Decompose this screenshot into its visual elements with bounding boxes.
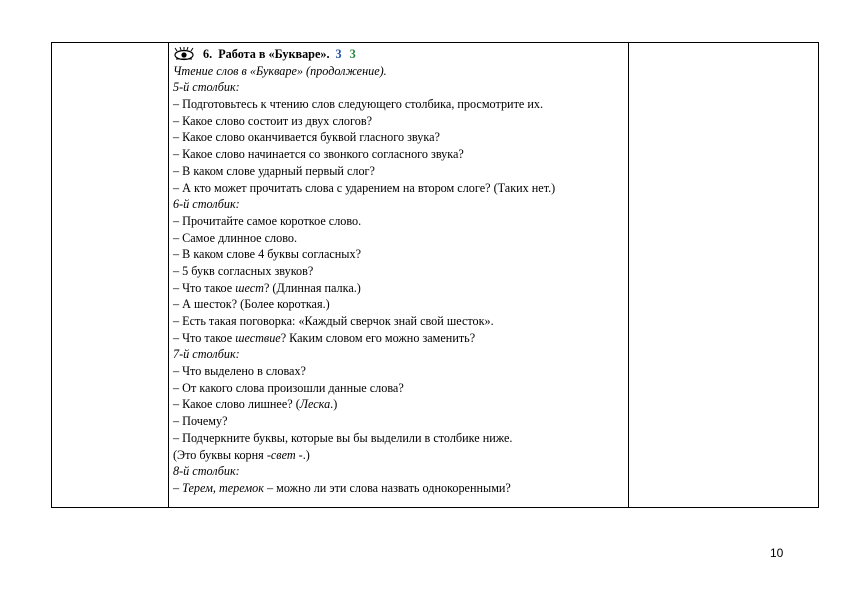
text-part: (Это буквы корня — [173, 447, 267, 462]
col5-line: – Какое слово оканчивается буквой гласного звука? — [173, 130, 440, 145]
why-question: – Почему? — [173, 414, 228, 429]
shest-question — [173, 280, 625, 297]
text-part: .) — [330, 397, 338, 412]
col6-line: – 5 букв согласных звуков? — [173, 263, 314, 278]
underline-task: – Подчеркните буквы, которые вы бы выделили в столбике ниже. — [173, 430, 513, 445]
lesson-content — [173, 46, 625, 497]
text-part: – Какое слово лишнее? ( — [173, 397, 300, 412]
shestok-question: – А шесток? (Более короткая.) — [173, 297, 330, 312]
heading-number: 6. — [203, 47, 213, 61]
col5-title: 5-й столбик: — [173, 80, 240, 95]
italic-word: -свет - — [266, 447, 303, 462]
col6-line: – Прочитайте самое короткое слово. — [173, 213, 362, 228]
subtitle: Чтение слов в «Букваре» (продолжение). — [173, 63, 387, 78]
col7-line: – Что выделено в словах? — [173, 364, 306, 379]
italic-word: Леска — [299, 397, 331, 412]
italic-word: шест — [235, 280, 264, 295]
text-part: – — [173, 480, 183, 495]
text-part: – можно ли эти слова назвать однокоренными? — [263, 480, 511, 495]
root-note — [173, 447, 625, 464]
column-divider-left — [168, 43, 169, 507]
col7-title: 7-й столбик: — [173, 347, 240, 362]
italic-word: Терем, теремок — [182, 480, 264, 495]
col5-line: – Подготовьтесь к чтению слов следующего столбика, просмотрите их. — [173, 97, 544, 112]
italic-word: шествие — [235, 330, 281, 345]
text-part: – Что такое — [173, 330, 236, 345]
page-number: 10 — [770, 546, 784, 560]
lesson-table — [51, 42, 819, 508]
col7-line: – От какого слова произошли данные слова? — [173, 380, 404, 395]
col5-line: – Какое слово состоит из двух слогов? — [173, 113, 372, 128]
shestvie-question — [173, 330, 625, 347]
text-part: ? (Длинная палка.) — [263, 280, 361, 295]
saying-line: – Есть такая поговорка: «Каждый сверчок знай свой шесток». — [173, 314, 494, 328]
col8-question — [173, 480, 625, 497]
section-heading — [173, 46, 625, 63]
col6-line: – В каком слове 4 буквы согласных? — [173, 247, 361, 262]
extra-word-question — [173, 396, 625, 413]
col5-line: – В каком слове ударный первый слог? — [173, 163, 375, 178]
text-part: – Что такое — [173, 280, 236, 295]
heading-title: Работа в «Букваре». — [218, 47, 330, 61]
col6-title: 6-й столбик: — [173, 197, 240, 212]
badge-green: 3 — [349, 47, 356, 61]
text-part: ? Каким словом его можно заменить? — [280, 330, 476, 345]
text-part: .) — [302, 447, 310, 462]
column-divider-right — [628, 43, 629, 507]
col5-line: – А кто может прочитать слова с ударением на втором слоге? (Таких нет.) — [173, 180, 556, 195]
col6-line: – Самое длинное слово. — [173, 230, 298, 245]
eye-icon — [173, 47, 195, 61]
col8-title: 8-й столбик: — [173, 464, 240, 479]
col5-line: – Какое слово начинается со звонкого согласного звука? — [173, 147, 464, 162]
badge-blue: 3 — [335, 47, 342, 61]
